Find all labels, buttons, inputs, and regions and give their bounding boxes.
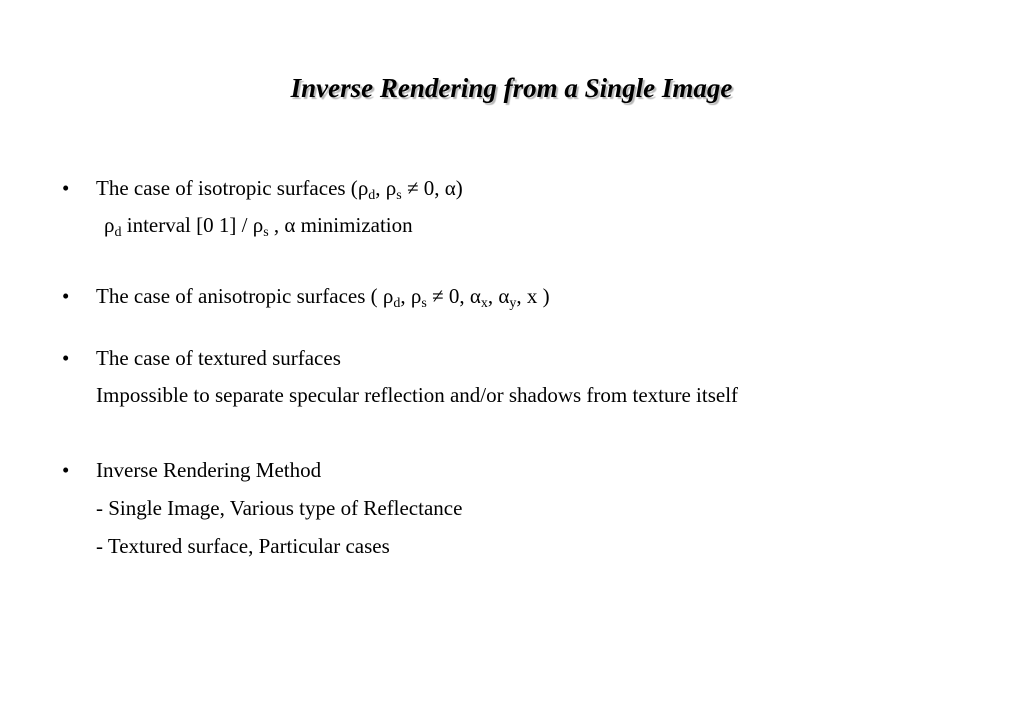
rho-d-subscript: d — [393, 296, 401, 311]
isotropic-heading — [96, 175, 463, 201]
not-equal-zero: ≠ 0, — [401, 176, 445, 200]
rho-symbol: ρ — [104, 213, 115, 237]
not-equal-zero: ≠ 0, — [426, 284, 470, 308]
rho-s-subscript: s — [396, 188, 402, 203]
close-paren: ) — [455, 176, 463, 200]
comma: , — [487, 284, 499, 308]
alpha-symbol: α — [498, 284, 510, 308]
minimization-text: , α minimization — [268, 213, 413, 237]
bullet-1: • — [62, 176, 70, 200]
rho-d-subscript: d — [368, 188, 376, 203]
rho-symbol: ρ — [252, 213, 264, 237]
anisotropic-tail: , x ) — [516, 284, 550, 308]
method-detail-2: - Textured surface, Particular cases — [96, 534, 390, 558]
interval-text: interval [0 1] / — [121, 213, 253, 237]
method-heading: Inverse Rendering Method — [96, 458, 322, 482]
slide-title: Inverse Rendering from a Single Image — [290, 73, 733, 103]
method-detail-1: - Single Image, Various type of Reflectance — [96, 496, 463, 520]
isotropic-detail — [104, 212, 413, 238]
bullet-3: • — [62, 346, 70, 370]
textured-detail: Impossible to separate specular reflection and/or shadows from texture itself — [96, 383, 739, 407]
anisotropic-prefix: The case of anisotropic surfaces ( — [96, 284, 383, 308]
rho-d-subscript: d — [114, 225, 122, 240]
rho-s-subscript: s — [421, 296, 427, 311]
anisotropic-heading — [96, 283, 550, 309]
rho-s-subscript: s — [263, 225, 269, 240]
rho-symbol: ρ — [410, 284, 422, 308]
comma: , — [400, 284, 411, 308]
bullet-4: • — [62, 458, 70, 482]
textured-heading: The case of textured surfaces — [96, 346, 341, 370]
alpha-x-subscript: x — [480, 296, 488, 311]
alpha-symbol: α — [469, 284, 481, 308]
rho-symbol: ρ — [357, 176, 369, 200]
comma: , — [375, 176, 386, 200]
alpha-symbol: α — [444, 176, 456, 200]
rho-symbol: ρ — [385, 176, 397, 200]
alpha-y-subscript: y — [509, 296, 517, 311]
bullet-2: • — [62, 284, 70, 308]
rho-symbol: ρ — [382, 284, 394, 308]
isotropic-prefix: The case of isotropic surfaces ( — [96, 176, 358, 200]
